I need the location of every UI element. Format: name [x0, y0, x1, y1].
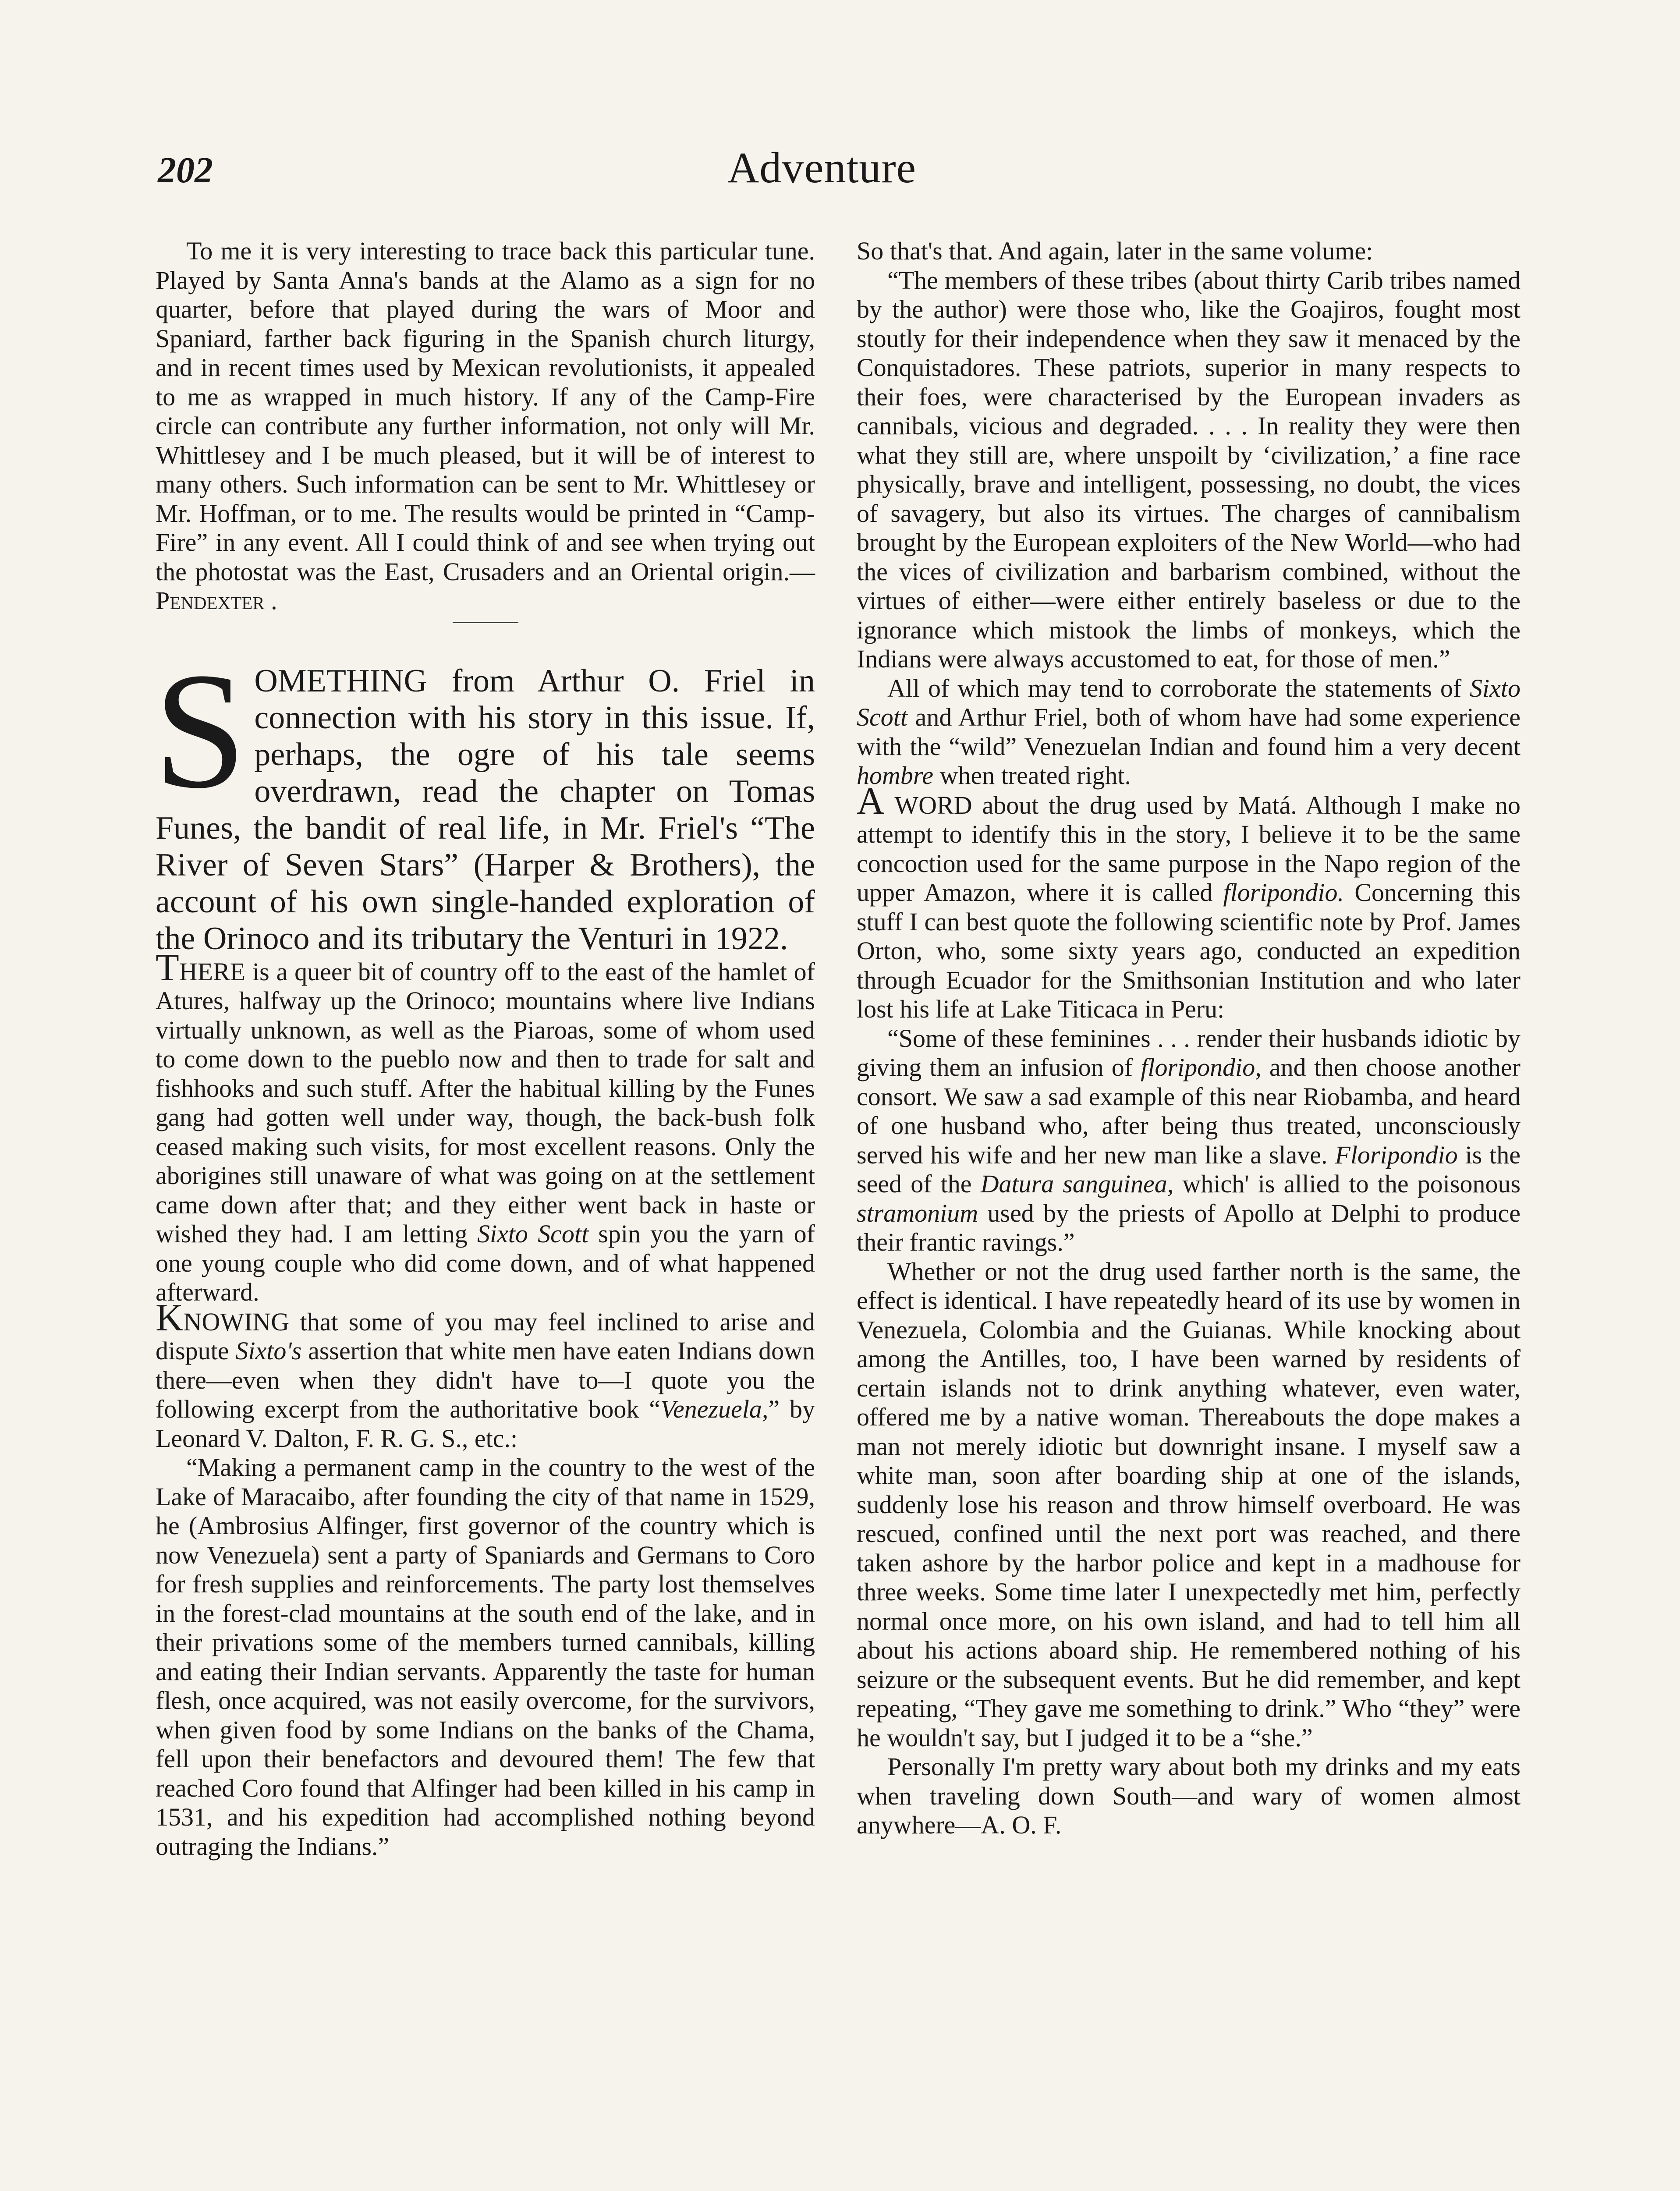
paragraph-closing: Personally I'm pretty wary about both my drinks and my eats when traveling down South—and wary of women almost anywhere—A. O. F. — [857, 1752, 1521, 1839]
paragraph-corroborate: All of which may tend to corroborate the statements of Sixto Scott and Arthur Friel, both of whom have had some experience with the “wild” Venezuelan Indian and found him a very decent hombre when treated right. — [857, 674, 1521, 790]
signature-pendexter: Pendexter . — [156, 586, 277, 615]
paragraph-camp-fire-tune: To me it is very interesting to trace back this particular tune. Played by Santa Anna's bands at the Alamo as a sign for no quarter, before that played during the wars of Moor and Spaniard, farther back figuring in the Spanish church liturgy, and in recent times used by Mexican revolutionists, it appealed to me as wrapped in much history. If any of the Camp-Fire circle can contribute any further information, not only will Mr. Whittlesey and I be much pleased, but it will be of interest to many others. Such information can be sent to Mr. Whittlesey or Mr. Hoffman, or to me. The results would be printed in “Camp-Fire” in any event. All I could think of and see when trying out the photostat was the East, Crusaders and an Oriental origin.—Pendexter . — [156, 237, 815, 615]
drop-cap-s: S — [154, 638, 247, 823]
paragraph-drug-effect: Whether or not the drug used farther north is the same, the effect is identical. I have repeatedly heard of its use by women in Venezuela, Colombia and the Guianas. While knocking about among the Antilles, too, I have been warned by residents of certain islands not to drink anything whatever, even water, offered me by a native woman. Thereabouts the dope makes a man not merely idiotic but downright insane. I myself saw a white man, soon after boarding ship at one of the islands, suddenly lose his reason and throw himself overboard. He was rescued, confined until the next port was reached, and there taken ashore by the harbor police and kept in a madhouse for three weeks. Some time later I unexpectedly met him, perfectly normal once more, on his own island, and had to tell him all about his actions aboard ship. He remembered nothing of his seizure or the subsequent events. But he did remember, and kept repeating, “They gave me something to drink.” Who “they” were he wouldn't say, but I judged it to be a “she.” — [857, 1257, 1521, 1752]
paragraph-so-thats-that: So that's that. And again, later in the same volume: — [857, 237, 1373, 265]
quote-dalton-maracaibo: “Making a permanent camp in the country to the west of the Lake of Maracaibo, after founding the city of that name in 1529, he (Ambrosius Alfinger, first governor of the country which is now Venezuela) sent a party of Spaniards and Germans to Coro for fresh supplies and reinforcements. The party lost themselves in the forest-clad mountains at the south end of the lake, and in their privations some of the members turned cannibals, killing and eating their Indian servants. Apparently the taste for human flesh, once acquired, was not easily overcome, for the survivors, when given food by some Indians on the banks of the Chama, fell upon their benefactors and devoured them! The few that reached Coro found that Alfinger had been killed in his camp in 1531, and his expedition had accomplished nothing beyond outraging the Indians.” — [156, 1453, 815, 1861]
initial-cap-k: K — [156, 1296, 184, 1339]
running-head-title: Adventure — [727, 143, 917, 192]
paragraph-drug-mata: A WORD about the drug used by Matá. Although I make no attempt to identify this in the story, I believe it to be the same concoction used for the same purpose in the Napo region of the upper Amazon, where it is called floripondio. Concerning this stuff I can best quote the following scientific note by Prof. James Orton, who, some sixty years ago, conducted an expedition through Ecuador for the Smithsonian Institution and who later lost his life at Lake Titicaca in Peru: — [857, 780, 1521, 1023]
initial-cap-a: A — [857, 780, 885, 823]
page-number: 202 — [158, 150, 213, 191]
friel-intro: SOMETHING from Arthur O. Friel in connection with his story in this issue. If, perhaps, the ogre of his tale seems overdrawn, read the chapter on Tomas Funes, the bandit of real life, in Mr. Friel's “The River of Seven Stars” (Harper & Brothers), the account of his own single-handed exploration of the Orinoco and its tributary the Venturi in 1922. — [154, 638, 815, 957]
section-rule — [453, 622, 518, 623]
paragraph-atures: THERE is a queer bit of country off to the east of the hamlet of Atures, halfway up the Orinoco; mountains where live Indians virtually unknown, as well as the Piaroas, some of whom used to come down to the pueblo now and then to trade for salt and fishhooks and such stuff. After the habitual killing by the Funes gang had gotten well under way, though, the back-bush folk ceased making such visits, for most excellent reasons. Only the aborigines still unaware of what was going on at the settlement came down after that; and they either went back in haste or wished they had. I am letting Sixto Scott spin you the yarn of one young couple who did come down, and of what happened afterward. — [156, 946, 815, 1306]
quote-orton-floripondio: “Some of these feminines . . . render their husbands idiotic by giving them an infusion of floripondio, and then choose another consort. We saw a sad example of this near Riobamba, and heard of one husband who, after being thus treated, unconsciously served his wife and her new man like a slave. Floripondio is the seed of the Datura sanguinea, which' is allied to the poisonous stramonium used by the priests of Apollo at Delphi to produce their frantic ravings.” — [857, 1024, 1521, 1256]
initial-cap-t: T — [156, 946, 179, 989]
left-column — [156, 237, 815, 1861]
right-column — [857, 237, 1521, 1840]
quote-carib-tribes: “The members of these tribes (about thirty Carib tribes named by the author) were those who, like the Goajiros, fought most stoutly for their independence when they saw it menaced by the Conquistadores. These patriots, superior in many respects to their foes, were characterised by the European invaders as cannibals, vicious and degraded. . . . In reality they were then what they still are, where unspoilt by ‘civilization,’ a fine race physically, brave and intelligent, possessing, no doubt, the vices of savagery, but also its virtues. The charges of cannibalism brought by the European exploiters of the New World—who had the vices of civilization and barbarism combined, without the virtues of either—were either entirely baseless or due to the ignorance which mistook the limbs of monkeys, which the Indians were always accustomed to eat, for those of men.” — [857, 266, 1521, 673]
paragraph-knowing: KNOWING that some of you may feel inclined to arise and dispute Sixto's assertion that white men have eaten Indians down there—even when they didn't have to—I quote you the following excerpt from the authoritative book “Venezuela,” by Leonard V. Dalton, F. R. G. S., etc.: — [156, 1296, 815, 1453]
